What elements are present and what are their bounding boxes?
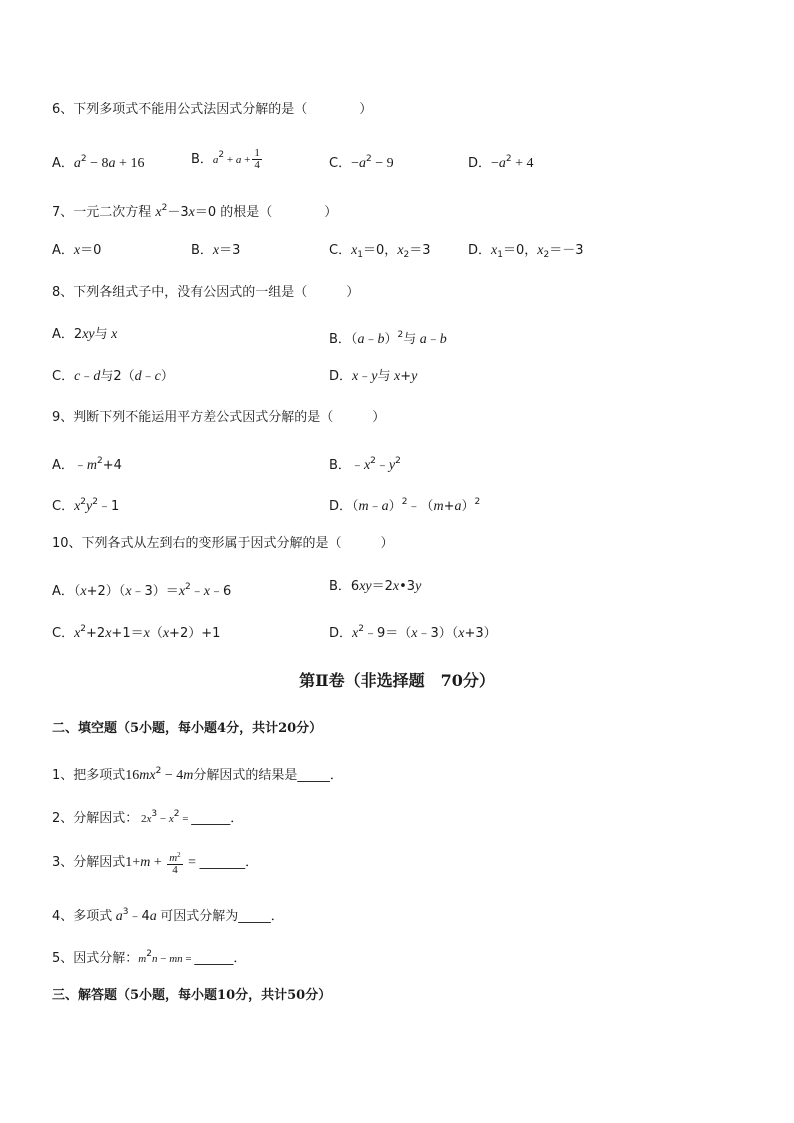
stem-text: 分解因式的结果是_____． xyxy=(193,768,343,783)
q8-option-b: B．（a﹣b）$^2$与 a﹣b xyxy=(329,330,447,347)
q8-option-d: D．x﹣y与 x+y xyxy=(329,369,418,384)
q10-option-a: A．$(x+2)(x﹣3)=x^2﹣x﹣6$ xyxy=(52,582,232,599)
option-label: C． xyxy=(52,499,75,514)
q9-option-b: B．$﹣x^2﹣y^2$ xyxy=(329,456,401,473)
option-label: C． xyxy=(52,369,75,384)
q8-option-a: A．2xy与 x xyxy=(52,327,118,342)
question-6-stem: 6、下列多项式不能用公式法因式分解的是（ ） xyxy=(52,102,373,117)
q6-option-d: D．$-a^2 + 4$ xyxy=(468,154,534,171)
stem-text: 3、分解因式 xyxy=(52,855,126,870)
fill-question-3: 3、分解因式1+m + $\frac{m^2}{4}$ = _______． xyxy=(52,850,259,876)
option-label: A． xyxy=(52,458,74,473)
option-label: A． xyxy=(52,243,74,258)
stem-text: 5、因式分解： xyxy=(52,951,139,966)
q7-option-b: B．x＝3 xyxy=(191,243,241,258)
stem-text: 1、把多项式 xyxy=(52,768,126,783)
q7-option-c: C．$x_1=0$，$x_2=3$ xyxy=(329,243,431,260)
option-label: B． xyxy=(191,152,213,167)
option-label: D． xyxy=(468,243,492,258)
fraction-one-quarter: $\frac{1}{4}$ xyxy=(254,147,260,171)
stem-text: ______． xyxy=(194,951,247,966)
question-9-stem: 9、判断下列不能运用平方差公式因式分解的是（ ） xyxy=(52,410,386,425)
stem-text: ______． xyxy=(191,811,244,826)
stem-text: 可因式分解为_____． xyxy=(160,909,284,924)
stem-text: _______． xyxy=(199,855,259,870)
stem-text: 4、多项式 xyxy=(52,909,113,924)
stem-text: 7、一元二次方程 xyxy=(52,205,152,220)
option-label: A． xyxy=(52,584,74,599)
q9-option-c: C．$x^2y^2﹣1$ xyxy=(52,497,120,514)
question-10-stem: 10、下列各式从左到右的变形属于因式分解的是（ ） xyxy=(52,536,394,551)
option-label: C． xyxy=(52,626,75,641)
option-label: C． xyxy=(329,243,352,258)
option-label: D． xyxy=(329,369,353,384)
option-label: A． xyxy=(52,327,74,342)
q6-option-b: B．$a^2 + a$ + $\frac{1}{4}$ xyxy=(191,147,260,171)
option-label: D． xyxy=(468,156,492,171)
option-label: B． xyxy=(329,579,351,594)
fill-question-4: 4、多项式 $a^3﹣4a$ 可因式分解为_____． xyxy=(52,907,284,924)
q7-option-a: A．x＝0 xyxy=(52,243,102,258)
fill-in-heading: 二、填空题（5小题，每小题4分，共计20分） xyxy=(52,721,323,736)
stem-text: 的根是（ ） xyxy=(220,205,338,220)
q8-option-c: C．c﹣d与2（d﹣c） xyxy=(52,369,174,384)
option-label: D． xyxy=(329,499,353,514)
q9-option-d: D．$(m﹣a)^2﹣(m+a)^2$ xyxy=(329,497,481,514)
option-label: D． xyxy=(329,626,353,641)
with-word: 与 xyxy=(100,369,114,384)
option-label: A． xyxy=(52,156,74,171)
part-2-title: 第Ⅱ卷（非选择题 70分） xyxy=(299,671,495,690)
q6-option-c: C．$-a^2 - 9$ xyxy=(329,154,394,171)
with-word: 与 xyxy=(94,327,108,342)
fill-question-2: 2、分解因式： $2x^3 - x^2$ = ______． xyxy=(52,809,244,826)
option-label: B． xyxy=(329,458,351,473)
fraction-m-squared-over-4: $\frac{m^2}{4}$ xyxy=(169,850,181,876)
fill-question-5: 5、因式分解：$m^2n$ − mn = ______． xyxy=(52,949,247,966)
q9-option-a: A．$﹣m^2+4$ xyxy=(52,456,122,473)
fill-question-1: 1、把多项式$16mx^2 - 4m$分解因式的结果是_____． xyxy=(52,766,343,783)
question-8-stem: 8、下列各组式子中，没有公因式的一组是（ ） xyxy=(52,285,360,300)
stem-text: 2、分解因式： xyxy=(52,811,139,826)
with-word: 与 xyxy=(377,369,391,384)
option-label: B． xyxy=(191,243,213,258)
option-label: B． xyxy=(329,332,351,347)
with-word: 与 xyxy=(403,332,417,347)
q10-option-d: D．$x^2﹣9=(x﹣3)(x+3)$ xyxy=(329,624,497,641)
option-label: C． xyxy=(329,156,352,171)
q10-option-c: C．$x^2+2x+1=x(x+2)+1$ xyxy=(52,624,221,641)
q7-option-d: D．$x_1=0$，$x_2=-3$ xyxy=(468,243,584,260)
q6-option-a: A．$a^2 - 8a + 16$ xyxy=(52,154,145,171)
solve-heading: 三、解答题（5小题，每小题10分，共计50分） xyxy=(52,988,332,1003)
q10-option-b: B．6xy＝2x•3y xyxy=(329,579,422,594)
question-7-stem: 7、一元二次方程 $x^2-3x=0$ 的根是（ ） xyxy=(52,203,338,220)
